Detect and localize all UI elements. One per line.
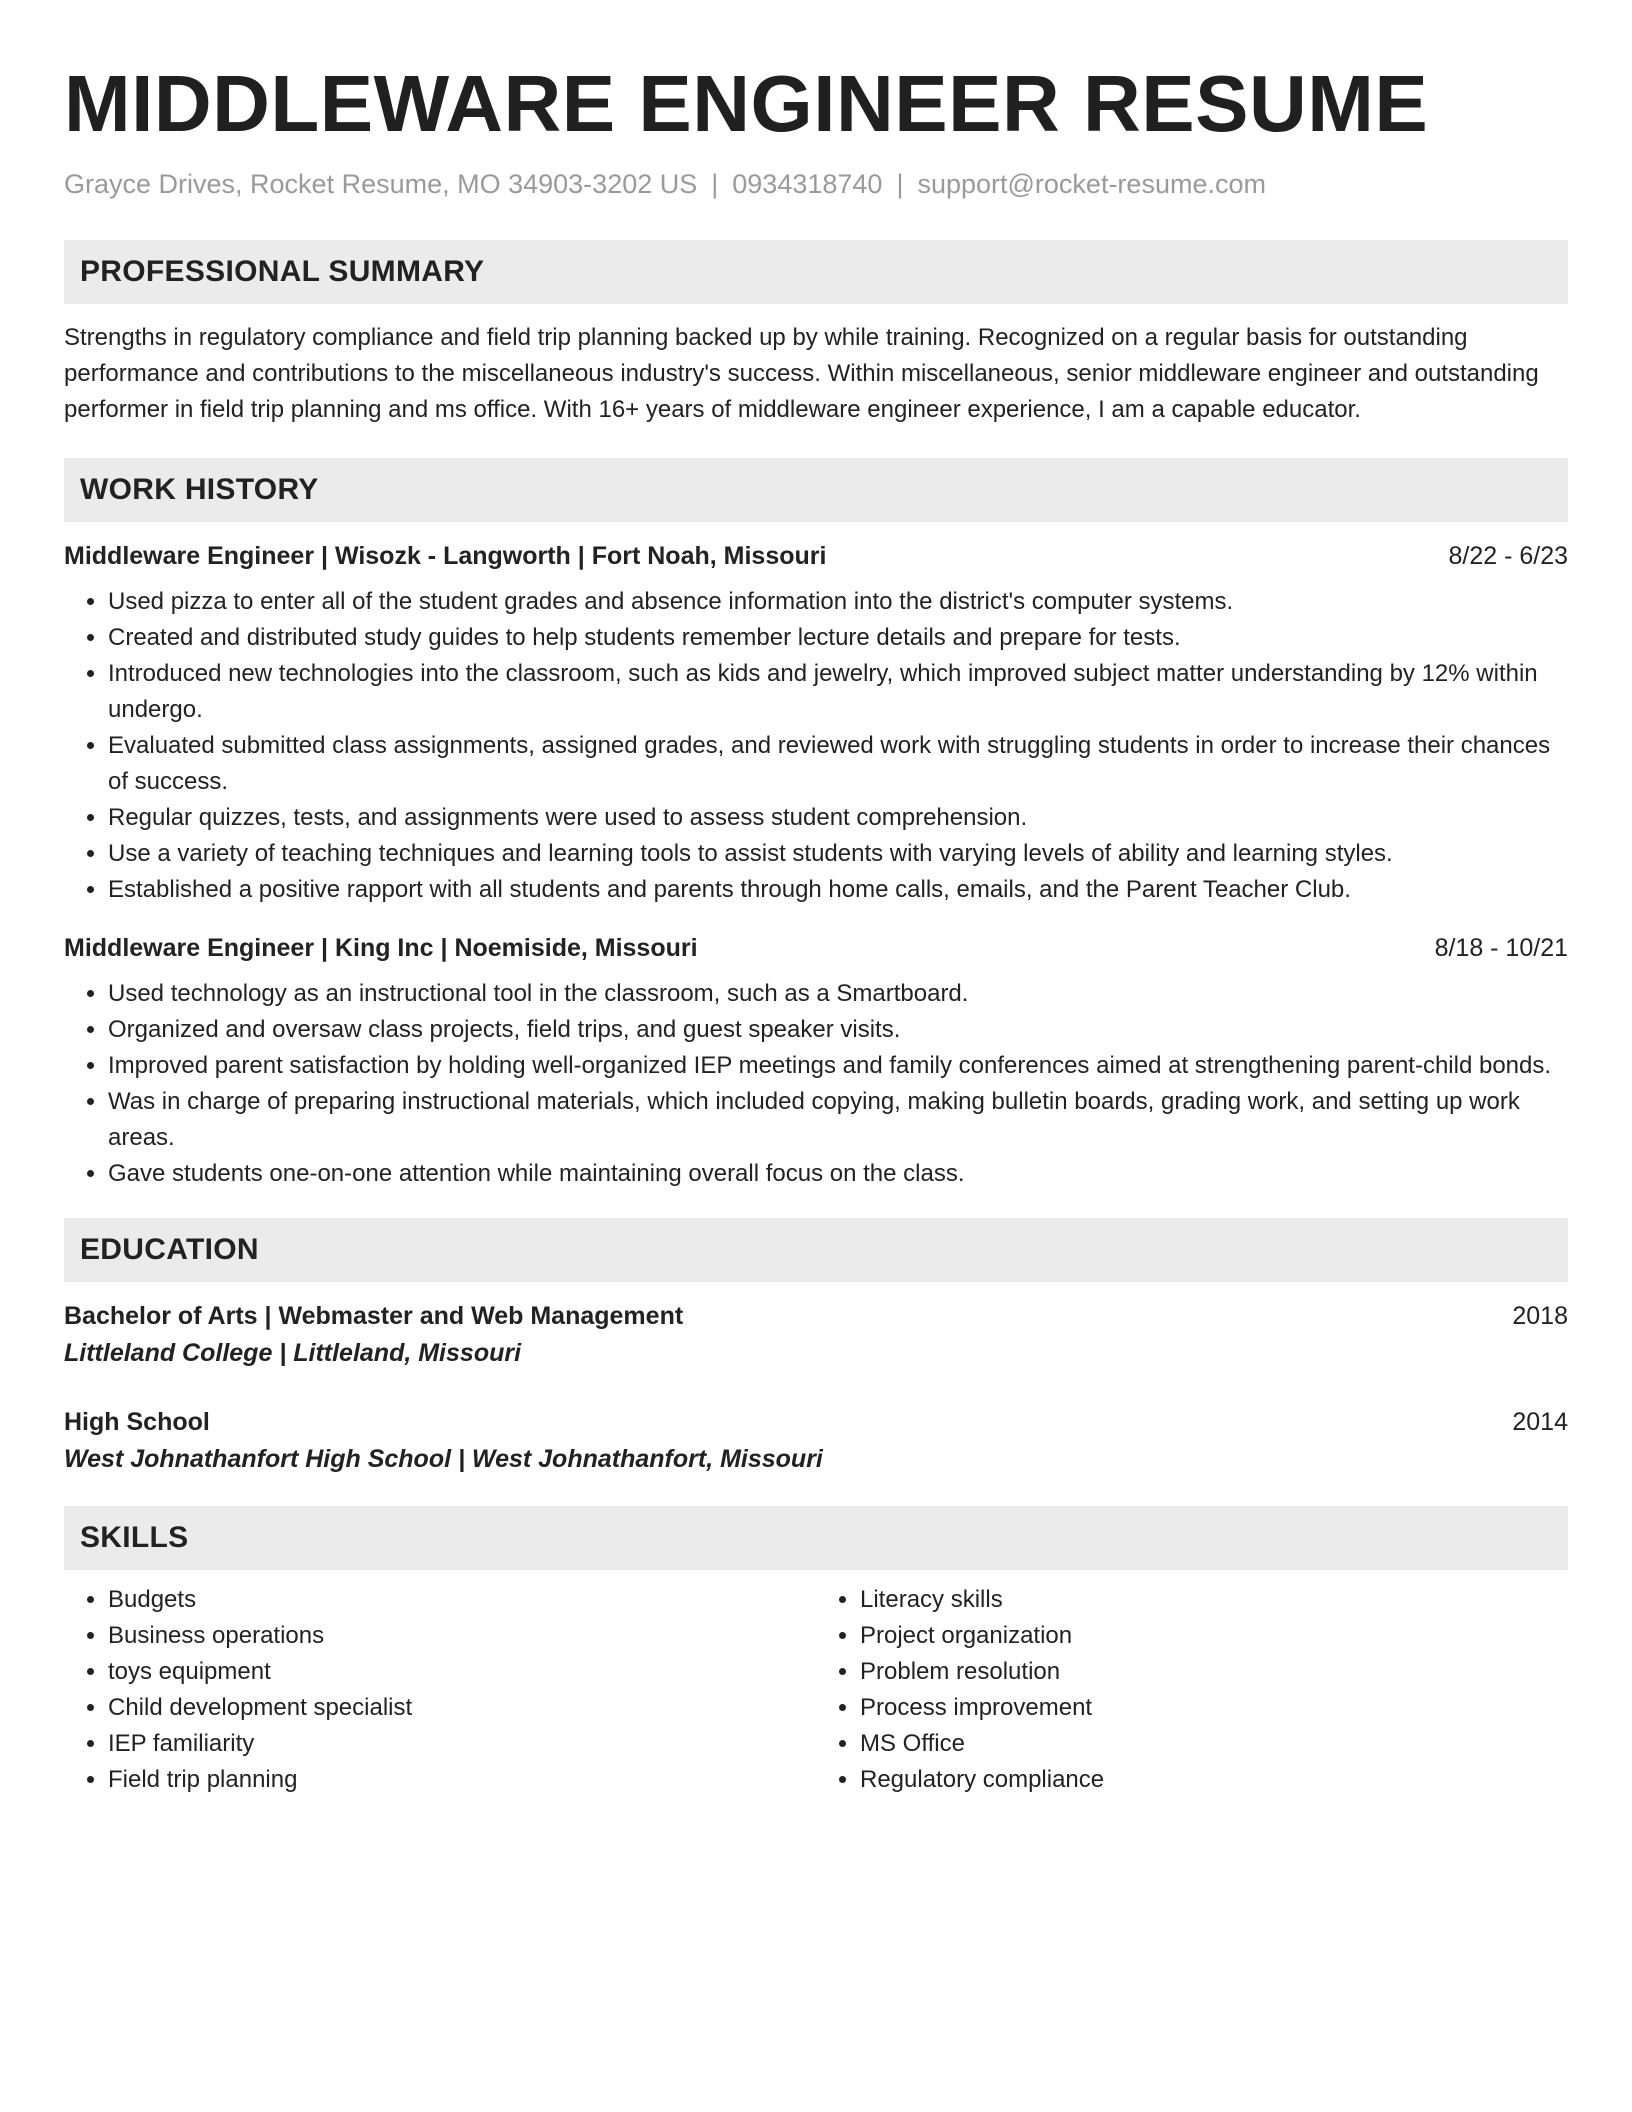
skill-item: • Problem resolution [860, 1654, 1568, 1690]
skill-item: • Regulatory compliance [860, 1762, 1568, 1798]
skill-item: • Project organization [860, 1618, 1568, 1654]
education-header [64, 1298, 1568, 1334]
section-header-education: EDUCATION [64, 1218, 1568, 1282]
job-entry [64, 538, 1568, 908]
job-bullets [64, 976, 1568, 1192]
job-bullet: • Organized and oversaw class projects, field trips, and guest speaker visits. [108, 1012, 1568, 1048]
skill-item: • Business operations [108, 1618, 816, 1654]
job-bullet: • Established a positive rapport with all students and parents through home calls, emails, and the Parent Teacher Club. [108, 872, 1568, 908]
education-header [64, 1404, 1568, 1440]
education-year: 2014 [1512, 1408, 1568, 1436]
skill-item: • Field trip planning [108, 1762, 816, 1798]
job-bullets [64, 584, 1568, 908]
job-bullet: • Used technology as an instructional tool in the classroom, such as a Smartboard. [108, 976, 1568, 1012]
job-bullet: • Was in charge of preparing instructional materials, which included copying, making bulletin boards, grading work, and setting up work areas. [108, 1084, 1568, 1156]
skill-item: • Process improvement [860, 1690, 1568, 1726]
section-header-skills: SKILLS [64, 1506, 1568, 1570]
skills-left-list [64, 1582, 816, 1798]
job-bullet: • Improved parent satisfaction by holding well-organized IEP meetings and family conferences aimed at strengthening parent-child bonds. [108, 1048, 1568, 1084]
job-entry [64, 930, 1568, 1192]
job-header [64, 930, 1568, 966]
skills-column-left [64, 1582, 816, 1798]
resume-title: MIDDLEWARE ENGINEER RESUME [64, 59, 1429, 148]
skill-item: • Literacy skills [860, 1582, 1568, 1618]
job-bullet: • Introduced new technologies into the classroom, such as kids and jewelry, which improved subject matter understanding by 12% within undergo. [108, 656, 1568, 728]
education-degree: Bachelor of Arts | Webmaster and Web Management [64, 1302, 684, 1330]
section-header-summary: PROFESSIONAL SUMMARY [64, 240, 1568, 304]
skill-item: • Child development specialist [108, 1690, 816, 1726]
education-year: 2018 [1512, 1302, 1568, 1330]
job-dates: 8/18 - 10/21 [1434, 934, 1568, 962]
job-bullet: • Evaluated submitted class assignments, assigned grades, and reviewed work with struggling students in order to increase their chances of success. [108, 728, 1568, 800]
skill-item: • Budgets [108, 1582, 816, 1618]
contact-address: Grayce Drives, Rocket Resume, MO 34903-3202 US [64, 169, 698, 199]
skills-right-list [816, 1582, 1568, 1798]
job-header [64, 538, 1568, 574]
education-degree: High School [64, 1408, 210, 1436]
section-header-work-history: WORK HISTORY [64, 458, 1568, 522]
skill-item: • MS Office [860, 1726, 1568, 1762]
job-bullet: • Gave students one-on-one attention while maintaining overall focus on the class. [108, 1156, 1568, 1192]
skill-item: • toys equipment [108, 1654, 816, 1690]
job-bullet: • Created and distributed study guides to help students remember lecture details and prepare for tests. [108, 620, 1568, 656]
contact-email: support@rocket-resume.com [917, 169, 1266, 199]
summary-text: Strengths in regulatory compliance and field trip planning backed up by while training. Recognized on a regular basis for outstanding performance and contributions to the miscellaneous industry's success. Within miscellaneous, senior middleware engineer and outstanding performer in field trip planning and ms office. With 16+ years of middleware engineer experience, I am a capable educator. [64, 324, 1539, 423]
education-school: West Johnathanfort High School | West Johnathanfort, Missouri [64, 1445, 823, 1473]
job-bullet: • Regular quizzes, tests, and assignments were used to assess student comprehension. [108, 800, 1568, 836]
contact-separator: | [711, 169, 719, 199]
contact-line [64, 166, 1568, 202]
education-entry [64, 1404, 1568, 1478]
job-bullet: • Used pizza to enter all of the student grades and absence information into the district's computer systems. [108, 584, 1568, 620]
education-entry [64, 1298, 1568, 1372]
skills-column-right [816, 1582, 1568, 1798]
contact-separator: | [896, 169, 904, 199]
job-title: Middleware Engineer | Wisozk - Langworth | Fort Noah, Missouri [64, 542, 827, 570]
job-dates: 8/22 - 6/23 [1448, 542, 1568, 570]
job-title: Middleware Engineer | King Inc | Noemiside, Missouri [64, 934, 698, 962]
education-school: Littleland College | Littleland, Missouri [64, 1339, 522, 1367]
job-bullet: • Use a variety of teaching techniques and learning tools to assist students with varying levels of ability and learning styles. [108, 836, 1568, 872]
skills-list [64, 1582, 1568, 1798]
skill-item: • IEP familiarity [108, 1726, 816, 1762]
contact-phone: 0934318740 [732, 169, 883, 199]
